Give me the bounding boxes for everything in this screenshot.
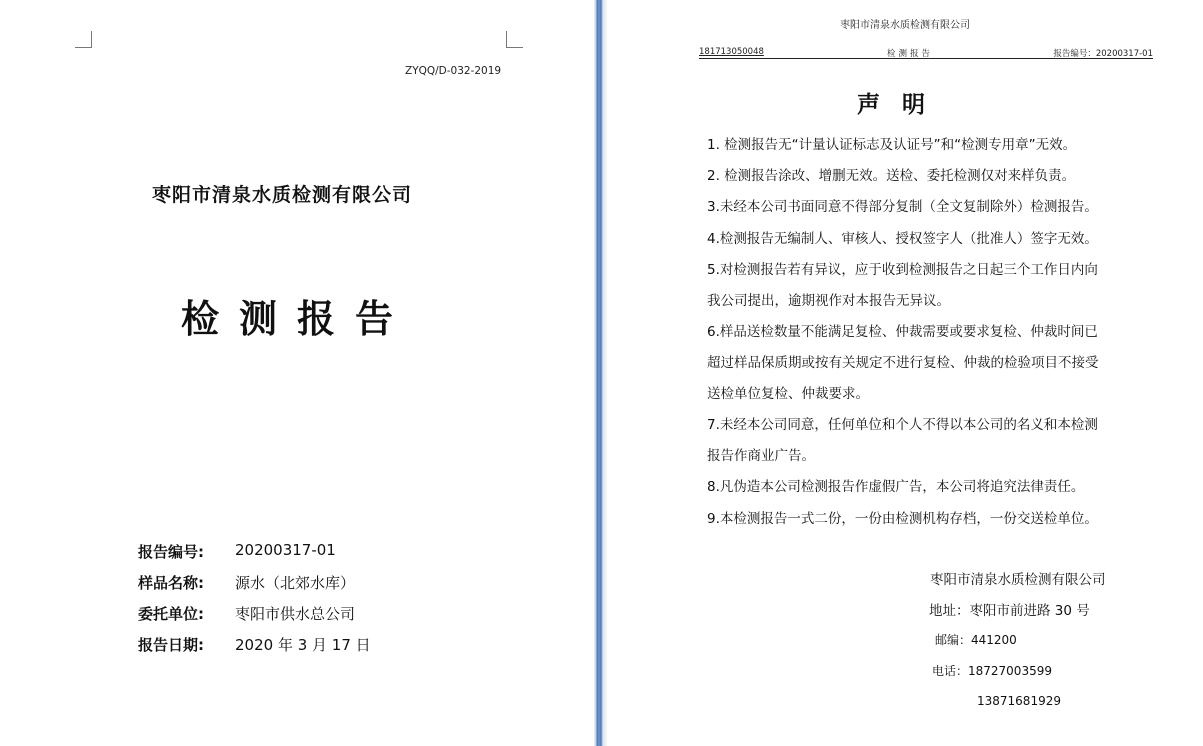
clause: 8.凡伪造本公司检测报告作虚假广告，本公司将追究法律责任。 <box>707 479 1085 495</box>
report-title: 检测报告 <box>181 296 414 341</box>
header-title: 检测报告 <box>887 49 934 59</box>
contact-company: 枣阳市清泉水质检测有限公司 <box>930 572 1106 588</box>
clause: 5.对检测报告若有异议，应于收到检测报告之日起三个工作日内向 <box>707 262 1098 278</box>
clause: 报告作商业广告。 <box>707 448 815 464</box>
clause: 2. 检测报告涂改、增删无效。送检、委托检测仅对来样负责。 <box>707 168 1076 184</box>
crop-mark-top-right <box>506 31 523 48</box>
field-label: 报告日期: <box>138 636 204 654</box>
statement-title: 声明 <box>857 91 947 118</box>
clause: 6.样品送检数量不能满足复检、仲裁需要或要求复检、仲裁时间已 <box>707 324 1098 340</box>
clause: 4.检测报告无编制人、审核人、授权签字人（批准人）签字无效。 <box>707 231 1098 247</box>
contact-phone: 电话：18727003599 <box>932 664 1052 678</box>
page-divider <box>594 0 607 746</box>
field-value: 枣阳市供水总公司 <box>235 605 356 623</box>
field-value: 源水（北郊水库） <box>235 574 356 592</box>
contact-address: 地址：枣阳市前进路 30 号 <box>929 603 1090 619</box>
clause: 7.未经本公司同意，任何单位和个人不得以本公司的名义和本检测 <box>707 417 1098 433</box>
header-company: 枣阳市清泉水质检测有限公司 <box>840 20 970 31</box>
field-value: 20200317-01 <box>235 541 336 559</box>
clause: 送检单位复检、仲裁要求。 <box>707 386 869 402</box>
field-value: 2020 年 3 月 17 日 <box>235 636 371 654</box>
field-label: 样品名称: <box>138 574 204 592</box>
page-header <box>699 48 1153 59</box>
statement-page <box>607 0 1203 746</box>
cover-page <box>0 0 594 746</box>
company-name: 枣阳市清泉水质检测有限公司 <box>152 184 413 206</box>
clause: 超过样品保质期或按有关规定不进行复检、仲裁的检验项目不接受 <box>707 355 1099 371</box>
clause: 1. 检测报告无“计量认证标志及认证号”和“检测专用章”无效。 <box>707 137 1077 153</box>
clause: 我公司提出，逾期视作对本报告无异议。 <box>707 293 950 309</box>
header-serial: 181713050048 <box>699 47 764 57</box>
field-label: 委托单位: <box>138 605 204 623</box>
contact-phone-secondary: 13871681929 <box>977 694 1061 708</box>
document-code: ZYQQ/D-032-2019 <box>405 65 502 77</box>
contact-postcode: 邮编：441200 <box>935 633 1017 647</box>
field-label: 报告编号: <box>138 543 204 561</box>
clause: 3.未经本公司书面同意不得部分复制（全文复制除外）检测报告。 <box>707 199 1098 215</box>
header-report-number: 报告编号：20200317-01 <box>1053 49 1153 59</box>
clause: 9.本检测报告一式二份，一份由检测机构存档，一份交送检单位。 <box>707 511 1098 527</box>
crop-mark-top-left <box>75 31 92 48</box>
